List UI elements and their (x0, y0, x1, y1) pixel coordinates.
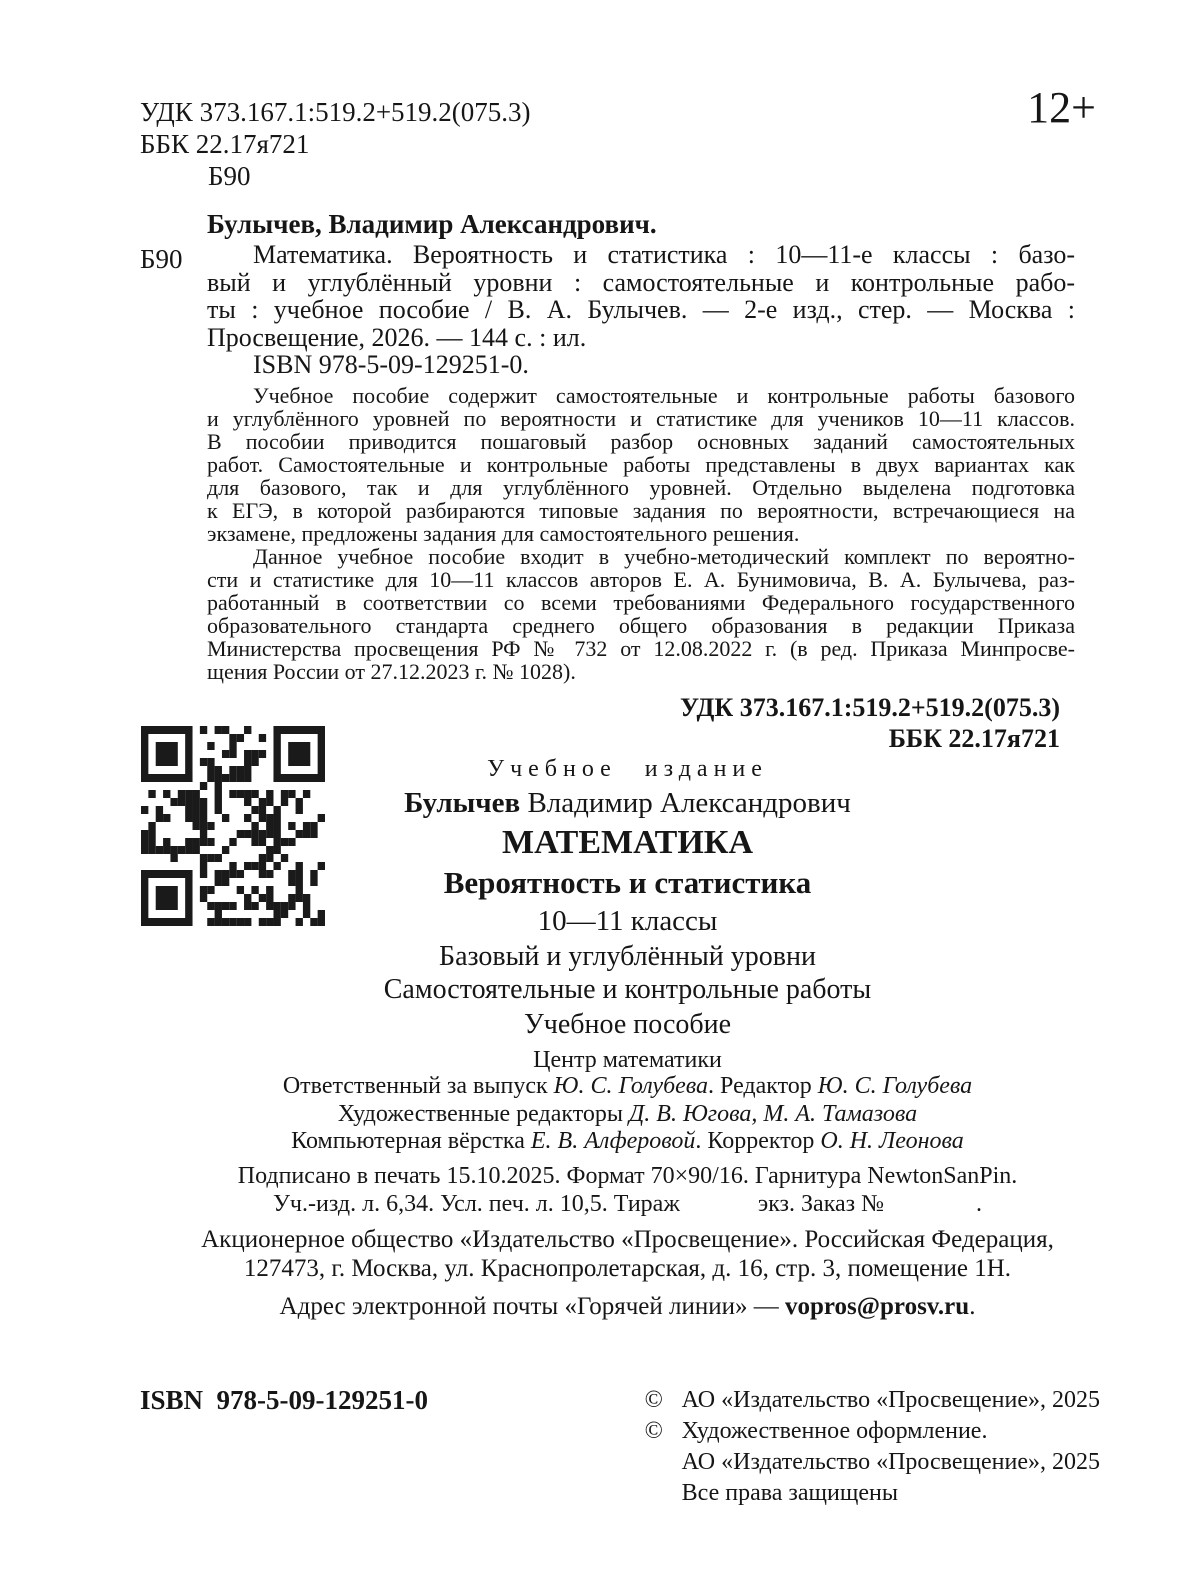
title-author-line (150, 788, 1105, 818)
catalog-description (207, 241, 1075, 351)
printed-line: для базового, так и для углублённого уровней. Отдельно выделена подготовка (207, 475, 1075, 500)
print-info-line-2: Уч.-изд. л. 6,34. Усл. печ. л. 10,5. Тираж экз. Заказ № . (272, 1190, 983, 1217)
edition-type-label: Учебное издание (487, 756, 768, 782)
printed-line: работанный в соответствии со всеми требованиями Федерального государственного (207, 590, 1075, 615)
copyright-sign (645, 1478, 682, 1509)
credit-line-2: Художественные редакторы Д. В. Югова, М. А. Тамазова (337, 1100, 918, 1127)
hotline-email-line: Адрес электронной почты «Горячей линии» — vopros@prosv.ru. (279, 1292, 976, 1320)
footer-isbn: ISBN 978-5-09-129251-0 (140, 1385, 428, 1415)
imprint-bbk-line: ББК 22.17я721 (888, 724, 1060, 753)
works-line: Самостоятельные и контрольные работы (383, 974, 872, 1005)
printed-line: Просвещение, 2026. — 144 с. : ил. (207, 322, 587, 352)
title-author-name: Владимир Александрович (520, 787, 851, 819)
printed-line: Министерства просвещения РФ № 732 от 12.08.2022 г. (в ред. Приказа Минпросве- (207, 636, 1075, 661)
printed-line: экзамене, предложены задания для самостоятельного решения. (207, 521, 800, 546)
edition-kind-line: Учебное пособие (523, 1009, 732, 1040)
credit-line-1: Ответственный за выпуск Ю. С. Голубева. Редактор Ю. С. Голубева (282, 1073, 973, 1099)
imprint-codes-block (680, 692, 1060, 754)
grades-line: 10—11 классы (537, 905, 718, 937)
copyright-row (645, 1385, 1100, 1416)
copyright-row (645, 1478, 1100, 1509)
copyright-row (645, 1447, 1100, 1478)
copyright-block (645, 1385, 1100, 1509)
printed-line: образовательного стандарта среднего общего образования в редакции Приказа (207, 613, 1075, 638)
publisher-line-2: 127473, г. Москва, ул. Краснопролетарская, д. 16, стр. 3, помещение 1Н. (243, 1254, 1012, 1282)
printed-line: ты : учебное пособие / В. А. Булычев. — 2-е изд., стер. — Москва : (207, 295, 1075, 324)
author-sign-code: Б90 (208, 161, 251, 191)
footer-block (140, 1385, 1100, 1509)
center-name-line: Центр математики (533, 1047, 722, 1073)
printed-line: щения России от 27.12.2023 г. № 1028). (207, 659, 576, 684)
printed-line: сти и статистике для 10—11 классов авторов Е. А. Бунимовича, В. А. Булычева, раз- (207, 567, 1075, 592)
age-rating-badge: 12+ (1027, 83, 1096, 132)
book-title-main: МАТЕМАТИКА (502, 824, 753, 861)
printed-line: В пособии приводится пошаговый разбор основных заданий самостоятельных (207, 429, 1075, 454)
hotline-email: vopros@prosv.ru (785, 1292, 970, 1320)
bbk-line: ББК 22.17я721 (140, 129, 310, 159)
printed-line: работ. Самостоятельные и контрольные работы представлены в двух вариантах как (207, 452, 1075, 477)
publisher-line-1: Акционерное общество «Издательство «Просвещение». Российская Федерация, (201, 1225, 1054, 1253)
copyright-sign: © (644, 1418, 663, 1444)
printed-line: к ЕГЭ, в которой разбираются типовые задания по вероятности, встречающиеся на (207, 498, 1075, 523)
print-info-line-1: Подписано в печать 15.10.2025. Формат 70×90/16. Гарнитура NewtonSanPin. (237, 1162, 1018, 1189)
book-title-sub: Вероятность и статистика (443, 865, 812, 900)
catalog-card (140, 208, 1075, 684)
printed-line: Учебное пособие содержит самостоятельные и контрольные работы базового (253, 383, 1075, 408)
printed-line: Математика. Вероятность и статистика : 10—11-е классы : базо- (253, 240, 1075, 269)
copyright-text: АО «Издательство «Просвещение», 2025 (681, 1387, 1100, 1413)
catalog-margin-code: Б90 (140, 244, 183, 274)
copyright-row (645, 1416, 1100, 1447)
printed-line: и углублённого уровней по вероятности и статистике для учеников 10—11 классов. (207, 406, 1075, 431)
copyright-text: Художественное оформление. (681, 1418, 988, 1444)
copyright-text: АО «Издательство «Просвещение», 2025 (681, 1449, 1100, 1475)
annotation-paragraph-2 (207, 545, 1075, 683)
printed-line: вый и углублённый уровни : самостоятельные и контрольные рабо- (207, 267, 1075, 297)
imprint-udk-line: УДК 373.167.1:519.2+519.2(075.3) (680, 693, 1060, 722)
catalog-isbn: ISBN 978-5-09-129251-0. (253, 350, 529, 379)
publisher-address-block (150, 1225, 1105, 1283)
copyright-sign: © (644, 1387, 663, 1413)
udk-line: УДК 373.167.1:519.2+519.2(075.3) (140, 97, 531, 127)
annotation-paragraph-1 (207, 384, 1075, 545)
credit-line-3: Компьютерная вёрстка Е. В. Алферовой. Корректор О. Н. Леонова (291, 1128, 964, 1154)
levels-line: Базовый и углублённый уровни (439, 941, 816, 972)
catalog-author: Булычев, Владимир Александрович. (207, 209, 657, 239)
title-author-surname: Булычев (404, 787, 521, 819)
copyright-text: Все права защищены (681, 1480, 898, 1506)
top-codes-block (140, 96, 531, 192)
copyright-sign (645, 1447, 682, 1478)
imprint-center-column (150, 757, 1105, 1321)
printed-line: Данное учебное пособие входит в учебно-методический комплект по вероятно- (253, 544, 1075, 569)
